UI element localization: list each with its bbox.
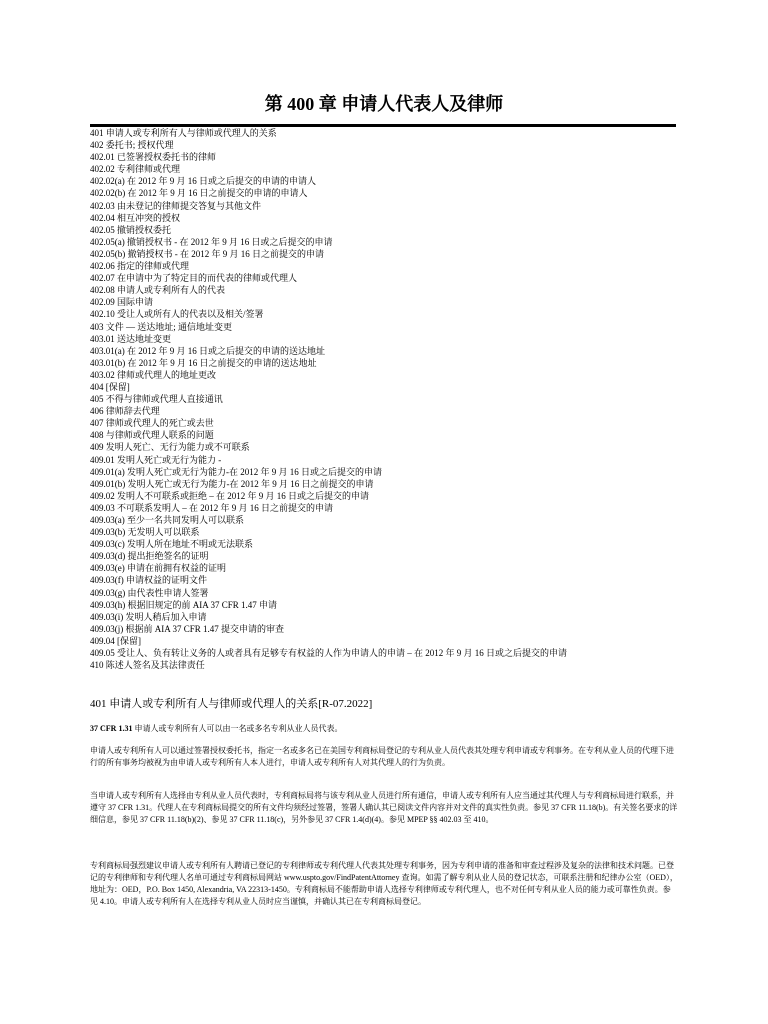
section-heading: 401 申请人或专利所有人与律师或代理人的关系[R-07.2022] xyxy=(90,698,373,710)
toc-item[interactable]: 409 发明人死亡、无行为能力或不可联系 xyxy=(90,442,250,453)
rule-citation-text: 申请人或专利所有人可以由一名或多名专利从业人员代表。 xyxy=(132,724,343,733)
toc-item[interactable]: 409.03(g) 由代表性申请人签署 xyxy=(90,587,209,598)
toc-item[interactable]: 409.03(d) 提出拒绝签名的证明 xyxy=(90,551,209,562)
toc-item[interactable]: 409.03(j) 根据前 AIA 37 CFR 1.47 提交申请的审查 xyxy=(90,623,285,634)
toc-item[interactable]: 409.03(c) 发明人所在地址不明或无法联系 xyxy=(90,539,253,550)
rule-citation-number: 37 CFR 1.31 xyxy=(90,724,133,733)
toc-item[interactable]: 403.01 送达地址变更 xyxy=(90,333,172,344)
toc-item[interactable]: 409.02 发明人不可联系或拒绝 – 在 2012 年 9 月 16 日或之后提交的申请 xyxy=(90,490,370,501)
toc-item[interactable]: 402.05(a) 撤销授权书 - 在 2012 年 9 月 16 日或之后提交的申请 xyxy=(90,236,333,247)
toc-item[interactable]: 404 [保留] xyxy=(90,381,130,392)
toc-item[interactable]: 402.07 在申请中为了特定目的而代表的律师或代理人 xyxy=(90,273,298,284)
toc-item[interactable]: 402.10 受让人或所有人的代表以及相关/签署 xyxy=(90,309,264,320)
toc-item[interactable]: 409.03(h) 根据旧规定的前 AIA 37 CFR 1.47 申请 xyxy=(90,599,278,610)
toc-item[interactable]: 409.05 受让人、负有转让义务的人或者具有足够专有权益的人作为申请人的申请 – 在 2012 年 9 月 16 日或之后提交的申请 xyxy=(90,648,568,659)
toc-item[interactable]: 409.03(a) 至少一名共同发明人可以联系 xyxy=(90,515,244,525)
toc-item[interactable]: 402.01 已签署授权委托书的律师 xyxy=(90,152,217,163)
toc-item[interactable]: 409.03(e) 申请在前拥有权益的证明 xyxy=(90,563,226,574)
rule-citation xyxy=(90,724,680,734)
toc-item[interactable]: 405 不得与律师或代理人直接通讯 xyxy=(90,394,223,405)
paragraph-3: 专利商标局强烈建议申请人或专利所有人聘请已登记的专利律师或专利代理人代表其处理专利事务，因为专利申请的准备和审查过程涉及复杂的法律和技术问题。已登记的专利律师和专利代理人名单可通过专利商标局网站 www.uspto.gov/FindPatentAttorney 查询。如需了解专利从业人员的登记状态，可联系注册和纪律办公室（OED），地址为：OED，P.O. Box 1450, Alexandria, VA 22313-1450。专利商标局不能帮助申请人选择专利律师或专利代理人，也不对任何专利从业人员的能力或可靠性负责。参见 4.10。申请人或专利所有人在选择专利从业人员时应当谨慎，并确认其已在专利商标局登记。 xyxy=(90,861,678,906)
toc-item[interactable]: 409.04 [保留] xyxy=(90,635,141,646)
toc-item[interactable]: 401 申请人或专利所有人与律师或代理人的关系 xyxy=(90,128,277,138)
toc-item[interactable]: 409.03(b) 无发明人可以联系 xyxy=(90,527,200,538)
toc-item[interactable]: 402.05 撤销授权委托 xyxy=(90,224,172,235)
toc-item[interactable]: 403.01(a) 在 2012 年 9 月 16 日或之后提交的申请的送达地址 xyxy=(90,345,325,356)
toc-item[interactable]: 402.04 相互冲突的授权 xyxy=(90,212,181,223)
toc-item[interactable]: 409.03 不可联系发明人 – 在 2012 年 9 月 16 日之前提交的申请 xyxy=(90,502,334,513)
toc-item[interactable]: 409.03(i) 发明人稍后加入申请 xyxy=(90,611,207,622)
toc-item[interactable]: 402.02(b) 在 2012 年 9 月 16 日之前提交的申请的申请人 xyxy=(90,188,308,199)
toc-item[interactable]: 410 陈述人签名及其法律责任 xyxy=(90,660,205,671)
toc-item[interactable]: 409.03(f) 申请权益的证明文件 xyxy=(90,575,207,586)
table-of-contents xyxy=(90,127,680,671)
toc-item[interactable]: 403 文件 — 送达地址; 通信地址变更 xyxy=(90,321,233,332)
chapter-title: 第 400 章 申请人代表人及律师 xyxy=(264,94,504,114)
toc-item[interactable]: 409.01(b) 发明人死亡或无行为能力-在 2012 年 9 月 16 日之前提交的申请 xyxy=(90,478,374,489)
toc-item[interactable]: 403.02 律师或代理人的地址更改 xyxy=(90,369,217,380)
paragraph-2: 当申请人或专利所有人选择由专利从业人员代表时，专利商标局将与该专利从业人员进行所有通信，申请人或专利所有人应当通过其代理人与专利商标局进行联系，并遵守 37 CFR 1.31。代理人在专利商标局提交的所有文件均须经过签署，签署人确认其已阅读文件内容并对文件的真实性负责。参见 37 CFR 11.18(b)。有关签名要求的详细信息，参见 37 CFR 11.18(b)(2)、参见 37 CFR 11.18(c)，另外参见 37 CFR 1.4(d)(4)。参见 MPEP §§ 402.03 至 410。 xyxy=(90,791,678,824)
toc-item[interactable]: 409.01(a) 发明人死亡或无行为能力-在 2012 年 9 月 16 日或之后提交的申请 xyxy=(90,466,382,477)
toc-item[interactable]: 402.03 由未登记的律师提交答复与其他文件 xyxy=(90,200,262,211)
toc-item[interactable]: 402.05(b) 撤销授权书 - 在 2012 年 9 月 16 日之前提交的申请 xyxy=(90,248,324,259)
toc-item[interactable]: 402.02 专利律师或代理 xyxy=(90,164,181,175)
toc-item[interactable]: 402.09 国际申请 xyxy=(90,297,154,308)
toc-item[interactable]: 409.01 发明人死亡或无行为能力 - xyxy=(90,454,222,465)
toc-item[interactable]: 402.08 申请人或专利所有人的代表 xyxy=(90,285,226,296)
toc-item[interactable]: 402.02(a) 在 2012 年 9 月 16 日或之后提交的申请的申请人 xyxy=(90,176,316,187)
toc-item[interactable]: 407 律师或代理人的死亡或去世 xyxy=(90,418,214,429)
toc-item[interactable]: 402 委托书; 授权代理 xyxy=(90,140,174,151)
paragraph-1: 申请人或专利所有人可以通过签署授权委托书，指定一名或多名已在美国专利商标局登记的专利从业人员代表其处理专利申请或专利事务。在专利从业人员的代理下进行的所有事务均被视为由申请人或专利所有人本人进行，申请人或专利所有人对其代理人的行为负责。 xyxy=(90,746,674,767)
toc-item[interactable]: 406 律师辞去代理 xyxy=(90,406,160,417)
toc-item[interactable]: 402.06 指定的律师或代理 xyxy=(90,261,190,272)
toc-item[interactable]: 403.01(b) 在 2012 年 9 月 16 日之前提交的申请的送达地址 xyxy=(90,357,317,368)
toc-item[interactable]: 408 与律师或代理人联系的问题 xyxy=(90,430,214,441)
